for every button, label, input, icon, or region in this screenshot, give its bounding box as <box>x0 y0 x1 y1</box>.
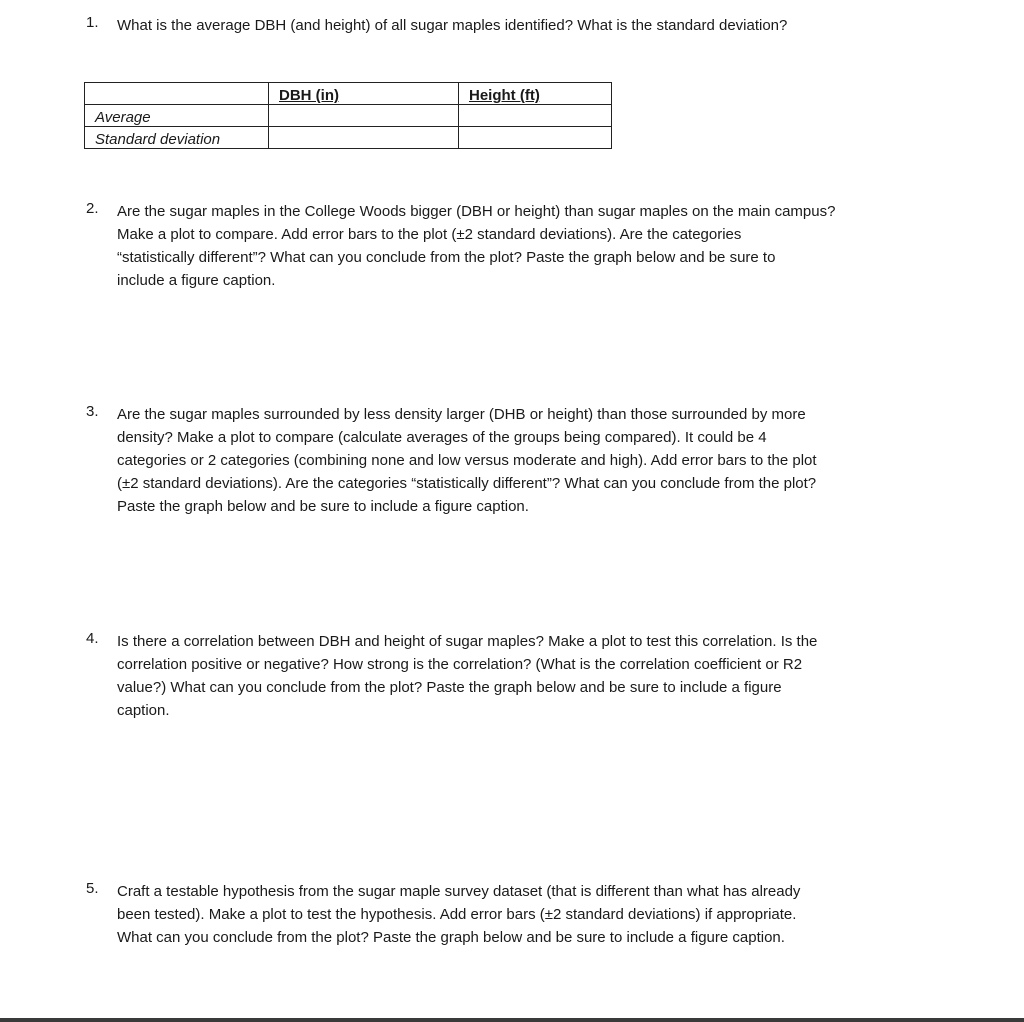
question-number: 1. <box>86 14 99 31</box>
question-text: What is the average DBH (and height) of all sugar maples identified? What is the standard deviation? <box>117 17 788 34</box>
question-number: 4. <box>86 630 99 647</box>
table-header-row <box>85 83 612 105</box>
table-header-dbh: DBH (in) <box>269 83 459 105</box>
question-5 <box>86 880 946 949</box>
question-text: Are the sugar maples in the College Woods bigger (DBH or height) than sugar maples on the main campus? Make a plot to compare. Add error bars to the plot (±2 standard deviations). Are the categories “statistically different”? What can you conclude from the plot? Paste the graph below and be sure to include a figure caption. <box>117 203 836 289</box>
stats-table <box>84 82 612 149</box>
row-label-std-dev: Standard deviation <box>85 127 269 149</box>
question-number: 2. <box>86 200 99 217</box>
table-row <box>85 127 612 149</box>
table-row <box>85 105 612 127</box>
question-1 <box>86 14 946 37</box>
question-text: Is there a correlation between DBH and height of sugar maples? Make a plot to test this correlation. Is the correlation positive or negative? How strong is the correlation? (What is the correlation coefficient or R2 value?) What can you conclude from the plot? Paste the graph below and be sure to include a figure caption. <box>117 633 818 719</box>
question-2 <box>86 200 946 292</box>
question-text: Are the sugar maples surrounded by less density larger (DHB or height) than those surrounded by more density? Make a plot to compare (calculate averages of the groups being compared). It could be 4 categories or 2 categories (combining none and low versus moderate and high). Add error bars to the plot (±2 standard deviations). Are the categories “statistically different”? What can you conclude from the plot? Paste the graph below and be sure to include a figure caption. <box>117 406 817 515</box>
table-header-blank <box>85 83 269 105</box>
row-label-average: Average <box>85 105 269 127</box>
question-number: 3. <box>86 403 99 420</box>
page-bottom-rule <box>0 1018 1024 1022</box>
question-3 <box>86 403 946 518</box>
question-4 <box>86 630 946 722</box>
question-number: 5. <box>86 880 99 897</box>
cell-average-dbh[interactable] <box>269 105 459 127</box>
cell-std-dev-height[interactable] <box>459 127 612 149</box>
question-text: Craft a testable hypothesis from the sugar maple survey dataset (that is different than what has already been tested). Make a plot to test the hypothesis. Add error bars (±2 standard deviations) if appropriate. What can you conclude from the plot? Paste the graph below and be sure to include a figure caption. <box>117 883 801 946</box>
cell-std-dev-dbh[interactable] <box>269 127 459 149</box>
cell-average-height[interactable] <box>459 105 612 127</box>
table-header-height: Height (ft) <box>459 83 612 105</box>
